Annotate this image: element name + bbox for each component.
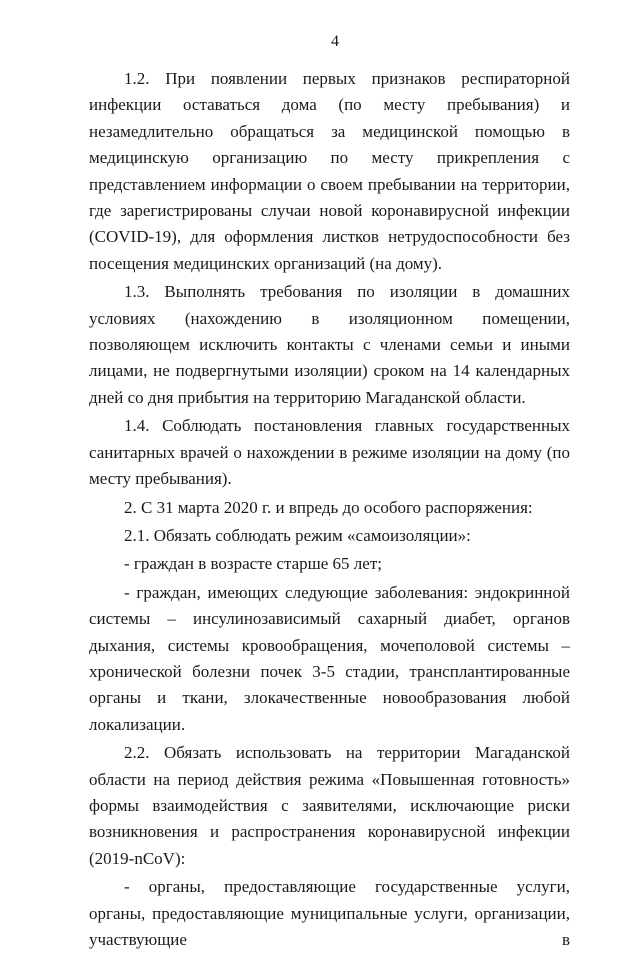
paragraph-1-2: 1.2. При появлении первых признаков респираторной инфекции оставаться дома (по месту пребывания) и незамедлительно обращаться за медицинской помощью в медицинскую организацию по месту прикрепления с представлением информации о своем пребывании на территории, где зарегистрированы случаи новой коронавирусной инфекции (COVID-19), для оформления листков нетрудоспособности без посещения медицинских организаций (на дому). <box>89 69 570 273</box>
paragraph-2: 2. С 31 марта 2020 г. и впредь до особого распоряжения: <box>124 497 533 517</box>
page-number: 4 <box>331 33 339 50</box>
list-item-diseases: - граждан, имеющих следующие заболевания: эндокринной системы – инсулинозависимый сахарный диабет, органов дыхания, системы кровообращения, мочеполовой системы – хронической болезни почек 3-5 стадии, трансплантированные органы и ткани, злокачественные новообразования любой локализации. <box>89 582 570 734</box>
paragraph-1-4: 1.4. Соблюдать постановления главных государственных санитарных врачей о нахождении в режиме изоляции на дому (по месту пребывания). <box>89 416 570 489</box>
document-body <box>89 66 570 955</box>
list-item-organs: - органы, предоставляющие государственные услуги, органы, предоставляющие муниципальные услуги, организации, участвующие в <box>89 877 570 949</box>
paragraph-1-3: 1.3. Выполнять требования по изоляции в домашних условиях (нахождению в изоляционном помещении, позволяющем исключить контакты с членами семьи и иными лицами, не подвергнутыми изоляции) сроком на 14 календарных дней со дня прибытия на территорию Магаданской области. <box>89 282 570 407</box>
paragraph-2-1: 2.1. Обязать соблюдать режим «самоизоляции»: <box>124 525 471 545</box>
paragraph-2-2: 2.2. Обязать использовать на территории Магаданской области на период действия режима «Повышенная готовность» формы взаимодействия с заявителями, исключающие риски возникновения и распространения коронавирусной инфекции (2019-nCoV): <box>89 743 570 868</box>
list-item-age: - граждан в возрасте старше 65 лет; <box>124 554 382 574</box>
